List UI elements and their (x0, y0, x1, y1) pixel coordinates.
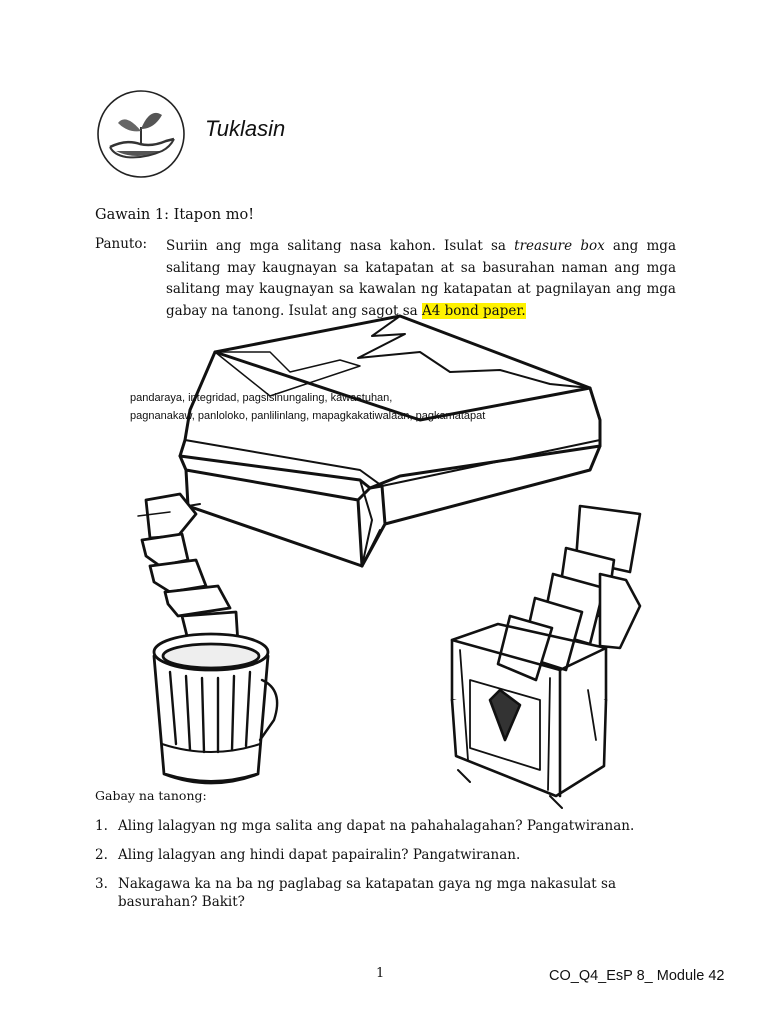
word-list-line: pandaraya, integridad, pagsisinungaling, kawastuhan, (130, 392, 393, 404)
instructions-text-part: Suriin ang mga salitang nasa kahon. Isulat sa (166, 238, 515, 254)
treasure-box-term: treasure box (514, 238, 605, 254)
highlighted-a4-paper: A4 bond paper. (422, 302, 526, 319)
question-text: Aling lalagyan ng mga salita ang dapat na pahahalagahan? Pangatwiranan. (118, 818, 635, 834)
activity-title: Gawain 1: Itapon mo! (95, 207, 255, 223)
instructions-text-part: ang mga salitang may kaugnayan sa katapatan at sa basurahan naman ang mga salitang may kaugnayan sa kawalan ng katapatan at pagnilayan ang mga gabay na tanong. Isulat ang sagot sa (166, 238, 677, 319)
question-number: 1. (95, 818, 108, 834)
question-number: 3. (95, 876, 108, 892)
trash-can-illustration (138, 494, 277, 783)
question-number: 2. (95, 847, 108, 863)
instructions-label: Panuto: (95, 236, 148, 252)
guide-questions-title: Gabay na tanong: (95, 788, 207, 803)
section-title: Tuklasin (205, 116, 286, 141)
module-code: CO_Q4_EsP 8_ Module 42 (549, 968, 725, 984)
page-number: 1 (376, 966, 385, 981)
box-illustration (180, 316, 600, 566)
treasure-chest-illustration (452, 506, 640, 808)
question-text: Nakagawa ka na ba ng paglabag sa katapatan gaya ng mga nakasulat sa basurahan? Bakit? (118, 876, 617, 910)
question-text: Aling lalagyan ang hindi dapat papairalin? Pangatwiranan. (118, 847, 521, 863)
word-list-line: pagnanakaw, panloloko, panlilinlang, mapagkakatiwalaan, pagkamatapat (130, 410, 486, 422)
word-list (130, 389, 485, 425)
